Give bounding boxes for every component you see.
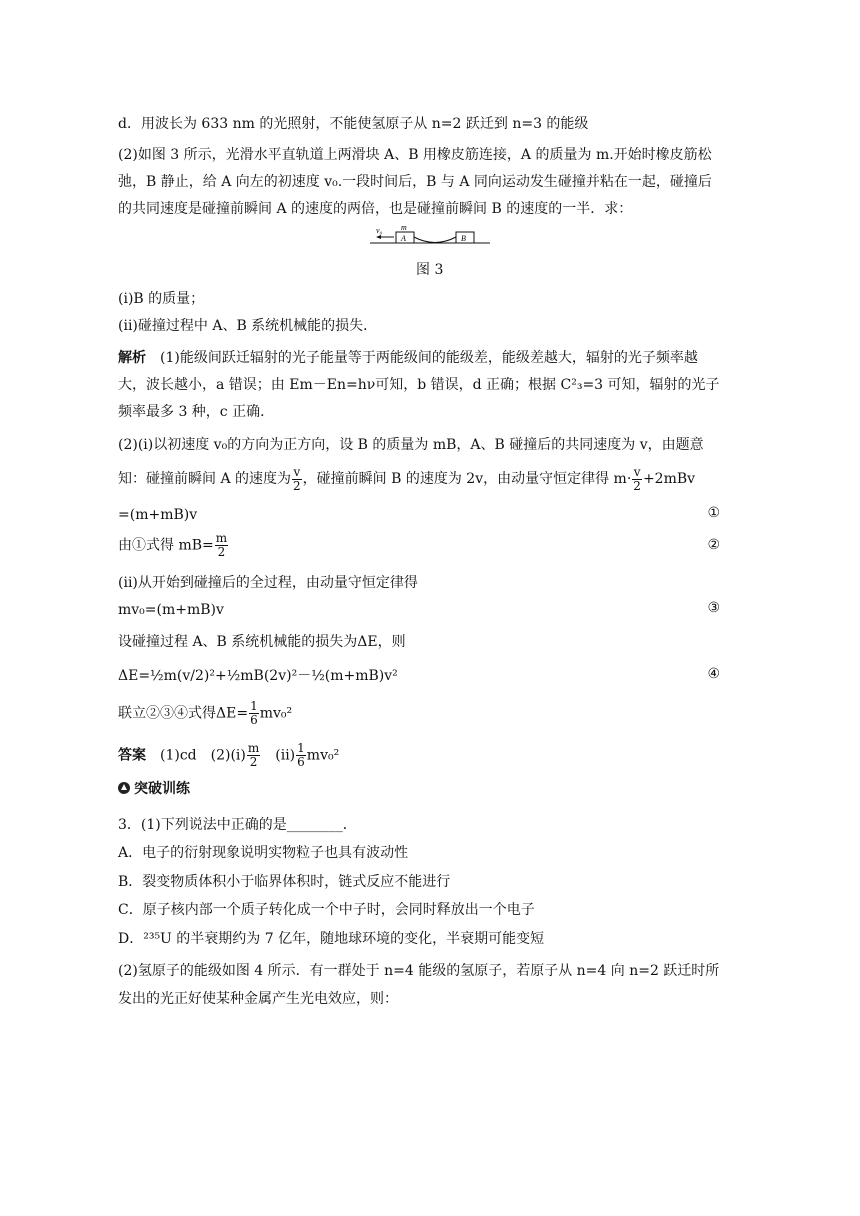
equation-3: mv₀=(m+mB)v: [118, 602, 224, 618]
figure-3-diagram: [370, 222, 490, 246]
analysis-part-1: [118, 345, 722, 426]
analysis-text-2c: +2mBv: [642, 471, 696, 487]
figure-caption: 图 3: [416, 262, 444, 278]
fraction-v-over-2: $\frac{v}{2}$: [293, 464, 301, 493]
fraction-one-sixth: $\frac{1}{6}$: [250, 699, 258, 727]
figure-label-b: B: [461, 234, 466, 243]
analysis-label: 解析: [118, 350, 146, 366]
question-3-part-2: (2)氢原子的能级如图 4 所示．有一群处于 n=4 能级的氢原子，若原子从 n=4 向 n=2 跃迁时所发出的光正好使某种金属产生光电效应，则：: [118, 963, 720, 1007]
sub-solution-ii: (ⅱ)从开始到碰撞后的全过程，由动量守恒定律得: [118, 575, 418, 591]
loss-intro: 设碰撞过程 A、B 系统机械能的损失为ΔE，则: [118, 634, 406, 650]
mark-1: ①: [707, 505, 720, 521]
answer-fraction-m-over-2: $\frac{m}{2}$: [247, 741, 260, 769]
fraction-m-over-2: $\frac{m}{2}$: [215, 531, 228, 559]
question-3-option-d: D．²³⁵U 的半衰期约为 7 亿年，随地球环境的变化，半衰期可能变短: [118, 931, 545, 947]
question-3-option-b: B．裂变物质体积小于临界体积时，链式反应不能进行: [118, 874, 451, 890]
analysis-text-2a: (2)(ⅰ)以初速度 v₀的方向为正方向，设 B 的质量为 mB，A、B 碰撞后的共同速度为 v，由题意知：碰撞前瞬间 A 的速度为: [118, 437, 704, 487]
figure-label-a: A: [401, 234, 406, 243]
result-line: 联立②③④式得ΔE= $\frac{1}{6}$ mv₀²: [118, 699, 293, 727]
triangle-icon: [118, 782, 130, 794]
equation-1: =(m+mB)v: [118, 507, 198, 523]
mark-4: ④: [707, 666, 720, 682]
question-3-option-a: A．电子的衍射现象说明实物粒子也具有波动性: [118, 845, 409, 861]
figure-label-v0: v₀: [376, 226, 383, 235]
sub-question-ii: (ⅱ)碰撞过程中 A、B 系统机械能的损失．: [118, 318, 378, 334]
fraction-v-over-2-b: $\frac{v}{2}$: [633, 464, 641, 493]
section-heading: 突破训练: [118, 779, 190, 799]
answer-fraction-one-sixth: $\frac{1}{6}$: [297, 741, 305, 769]
figure-label-m: m: [401, 223, 407, 232]
option-d: d．用波长为 633 nm 的光照射，不能使氢原子从 n=2 跃迁到 n=3 的能级: [118, 116, 589, 132]
mark-2: ②: [707, 537, 720, 553]
analysis-text-1: (1)能级间跃迁辐射的光子能量等于两能级间的能级差，能级差越大，辐射的光子频率越大，波长越小，a 错误；由 Em－En=hν可知，b 错误，d 正确；根据 C²₃=3 可知，辐射的光子频率最多 3 种，c 正确．: [118, 350, 720, 420]
answer-label: 答案: [118, 747, 146, 764]
question-3-option-c: C．原子核内部一个质子转化成一个中子时，会同时释放出一个电子: [118, 902, 535, 918]
equation-4: ΔE=½m(v/2)²+½mB(2v)²－½(m+mB)v²: [118, 668, 398, 684]
sub-question-i: (ⅰ)B 的质量；: [118, 291, 205, 307]
question-2-intro: (2)如图 3 所示，光滑水平直轨道上两滑块 A、B 用橡皮筋连接，A 的质量为 m.开始时橡皮筋松弛，B 静止，给 A 向左的初速度 v₀.一段时间后，B 与 A 同向运动发生碰撞并粘在一起，碰撞后的共同速度是碰撞前瞬间 A 的速度的两倍，也是碰撞前瞬间 B 的速度的一半．求：: [118, 147, 712, 217]
analysis-text-2b: ，碰撞前瞬间 B 的速度为 2v，由动量守恒定律得 m·: [302, 471, 632, 487]
analysis-part-2: [118, 428, 722, 496]
mark-3: ③: [707, 600, 720, 616]
question-3: 3．(1)下列说法中正确的是________．: [118, 817, 357, 833]
answer-line: 答案 (1)cd (2)(ⅰ) $\frac{m}{2}$ (ⅱ) $\frac{1}{6}$ mv₀²: [118, 741, 340, 769]
equation-2: 由①式得 mB= $\frac{m}{2}$: [118, 531, 228, 559]
